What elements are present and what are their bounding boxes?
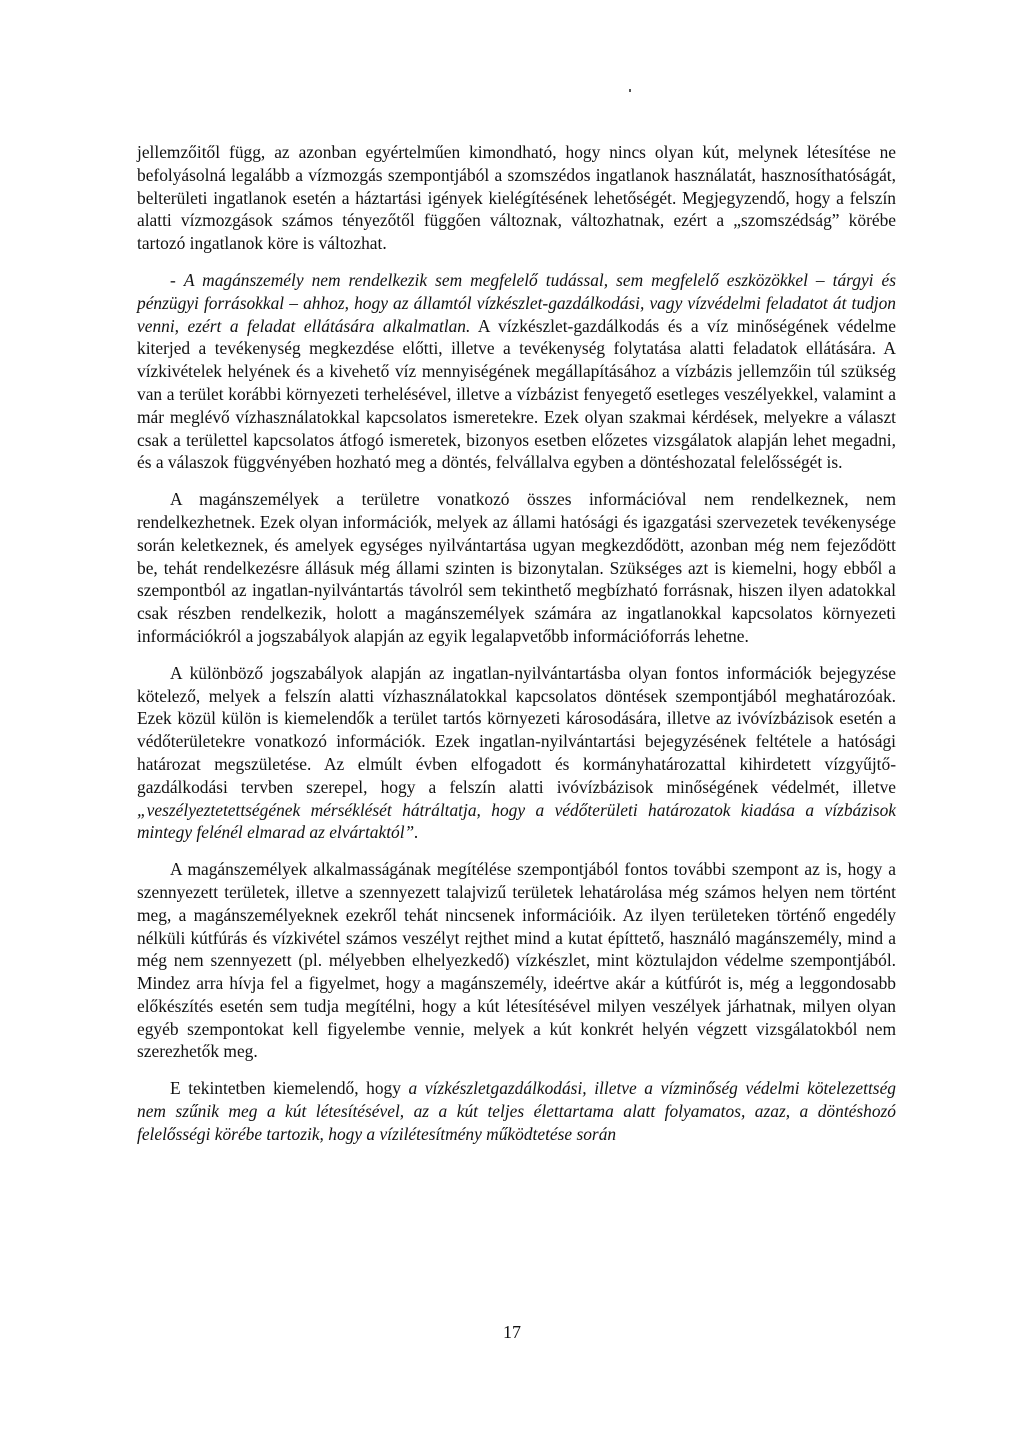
- paragraph-continuation: [137, 141, 896, 255]
- paragraph-land-registry: [137, 662, 896, 844]
- paragraph-private-person-capability: [137, 269, 896, 474]
- paragraph-contaminated-areas: [137, 858, 896, 1063]
- quoted-emphasized-text: „veszélyeztetettségének mérséklését hátráltatja, hogy a védőterületi határozatok kiadása a vízbázisok mintegy felénél elmarad az elvártaktól”.: [137, 799, 896, 843]
- paragraph-information-access: [137, 488, 896, 648]
- paragraph-text: A magánszemélyek a területre vonatkozó összes információval nem rendelkeznek, nem rendelkezhetnek. Ezek olyan információk, melyek az állami hatósági és igazgatási szervezetek tevékenysége során keletkeznek, és amelyek egységes nyilvántartása ugyan megkezdődött, azonban még nem fejeződött be, tehát rendelkezésre állásuk még állami szinten is bizonytalan. Szükséges azt is kiemelni, hogy ebből a szempontból az ingatlan-nyilvántartás távolról sem tekinthető megbízható forrásnak, hiszen ilyen adatokkal csak részben rendelkezik, holott a magánszemélyek számára az ingatlanokkal kapcsolatos környezeti információkról a jogszabályok alapján az egyik legalapvetőbb információforrás lehetne.: [137, 489, 896, 646]
- list-dash: -: [170, 269, 184, 290]
- paragraph-text: A magánszemélyek alkalmasságának megítélése szempontjából fontos további szempont az is, hogy a szennyezett területek, illetve a szennyezett talajvizű területek lehatárolása még számos helyen nem történt meg, a magánszemélyeknek ezekről tehát nincsenek információik. Az ilyen területeken történő engedély nélküli kútfúrás és vízkivétel számos veszélyt rejthet mind a kutat építtető, használó magánszemély, mind a még nem szennyezett (pl. mélyebben elhelyezkedő) vízkészlet, mint köztulajdon védelme szempontjából. Mindez arra hívja fel a figyelmet, hogy a magánszemély, ideértve akár a kútfúrót is, még a leggondosabb előkészítés esetén sem tudja megítélni, hogy a kút létesítésével milyen veszélyek járhatnak, milyen olyan egyéb szempontokat kell figyelembe vennie, melyek a kút konkrét helyén végzett vizsgálatokból nem szerezhetők meg.: [137, 859, 896, 1062]
- paragraph-ongoing-obligation: [137, 1077, 896, 1145]
- page-number: 17: [503, 1322, 521, 1342]
- paragraph-text: jellemzőitől függ, az azonban egyértelműen kimondható, hogy nincs olyan kút, melynek létesítése ne befolyásolná legalább a vízmozgás szempontjából a szomszédos ingatlanok használatát, hasznosíthatóságát, belterületi ingatlanok esetén a háztartási igények kielégítésének lehetőségét. Megjegyzendő, hogy a felszín alatti vízmozgások számos tényezőtől függően változnak, változhatnak, ezért a „szomszédság” körébe tartozó ingatlanok köre is változhat.: [137, 142, 896, 254]
- emphasized-text: A magánszemély nem rendelkezik sem megfelelő tudással, sem megfelelő eszközökkel – tárgyi és pénzügyi forrásokkal – ahhoz, hogy az államtól vízkészlet-gazdálkodási, vagy vízvédelmi feladatot át tudjon venni, ezért a feladat ellátására alkalmatlan.: [137, 269, 897, 336]
- paragraph-text: E tekintetben kiemelendő, hogy: [170, 1078, 409, 1099]
- document-body: [137, 141, 896, 1160]
- emphasized-text: a vízkészletgazdálkodási, illetve a vízminőség védelmi kötelezettség nem szűnik meg a kút létesítésével, az a kút teljes élettartama alatt folyamatos, azaz, a döntéshozó felelősségi körébe tartozik, hogy a vízilétesítmény működtetése során: [137, 1078, 896, 1144]
- paragraph-text: A különböző jogszabályok alapján az ingatlan-nyilvántartásba olyan fontos információk bejegyzése kötelező, melyek a felszín alatti vízhasználatokkal kapcsolatos döntések szempontjából meghatározóak. Ezek közül külön is kiemelendők a terület tartós környezeti károsodására, illetve az ivóvízbázisok esetén a védőterületekre vonatkozó információk. Ezek ingatlan-nyilvántartási bejegyzésének feltétele a hatósági határozat megszületése. Az elmúlt évben elfogadott és kormányhatározattal kihirdetett vízgyűjtő-gazdálkodási tervben szerepel, hogy a felszín alatti ivóvízbázisok minőségének védelmét, illetve: [137, 662, 896, 797]
- scan-speck: [629, 89, 631, 92]
- paragraph-text: A vízkészlet-gazdálkodás és a víz minőségének védelme kiterjed a tevékenység megkezdése előtti, illetve a tevékenység folytatása alatti feladatok ellátására. A vízkivételek helyének és a kivehető víz mennyiségének megállapításához a vízbázis jellemzőin túl szükség van a terület korábbi környezeti terhelésével, illetve a vízbázist fenyegető esetleges veszélyekkel, valamint a már meglévő vízhasználatokkal kapcsolatos ismeretekre. Ezek olyan szakmai kérdések, melyekre a választ csak a területtel kapcsolatos átfogó ismeretek, bizonyos esetben előzetes vizsgálatok alapján lehet megadni, és a válaszok függvényében hozható meg a döntés, felvállalva egyben a döntéshozatal felelősségét is.: [137, 315, 896, 473]
